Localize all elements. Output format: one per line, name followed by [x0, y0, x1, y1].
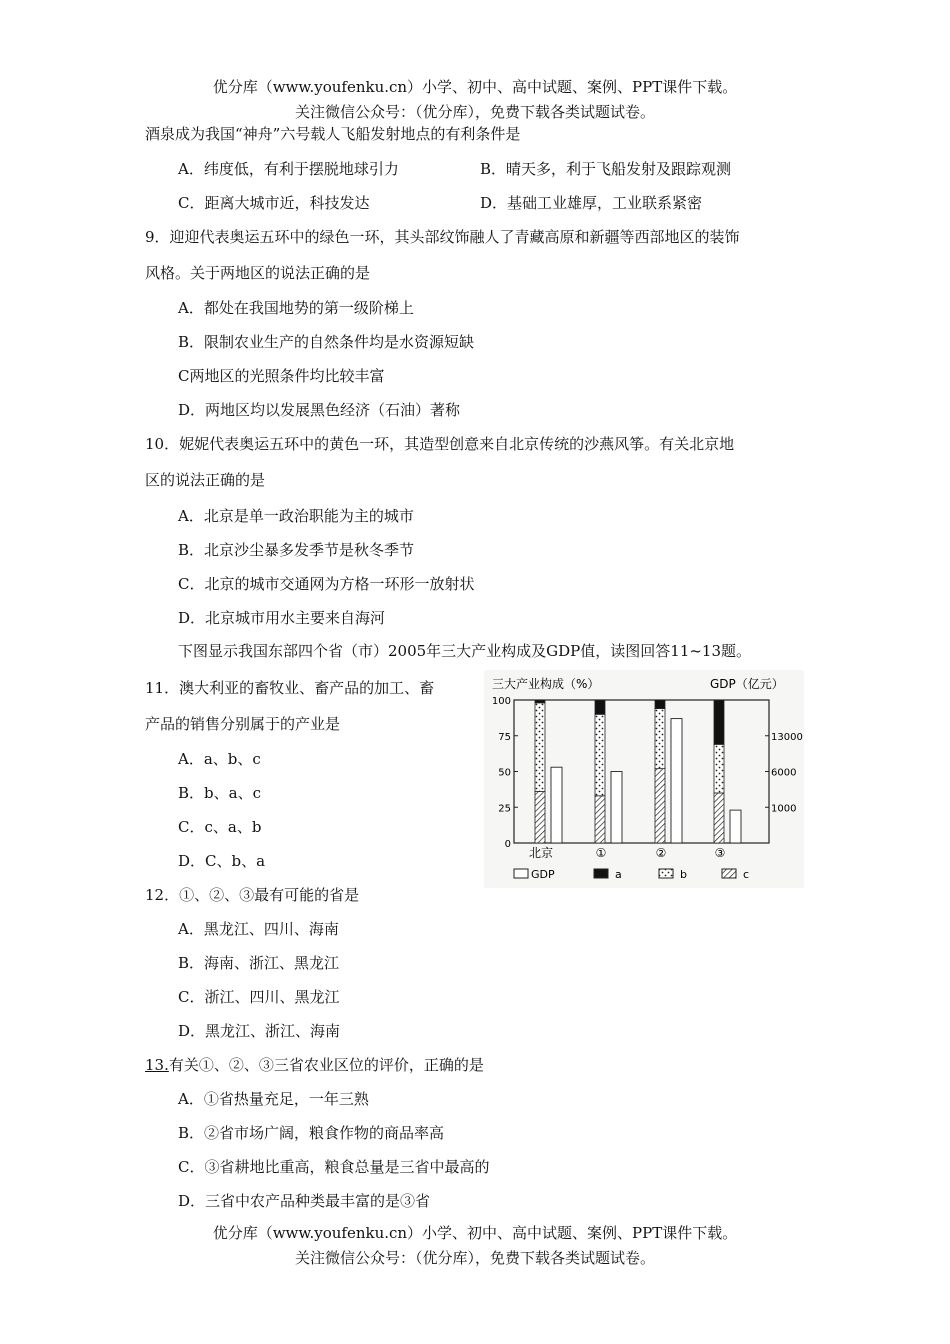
gdp-tick-label: 1000: [771, 803, 797, 815]
q12-stem: 12．①、②、③最有可能的省是: [145, 886, 360, 904]
category-label-1: ①: [595, 846, 607, 860]
q8-option-d: D．基础工业雄厚，工业联系紧密: [480, 194, 703, 212]
chart-title-left: 三大产业构成（%）: [492, 677, 600, 691]
bar-gdp-2: [671, 719, 682, 843]
bar-a-1: [595, 700, 605, 714]
q8-option-c: C．距离大城市近，科技发达: [178, 194, 370, 212]
industry-gdp-chart: [484, 670, 804, 888]
q10-stem-1: 10．妮妮代表奥运五环中的黄色一环，其造型创意来自北京传统的沙燕风筝。有关北京地: [145, 435, 735, 453]
bar-c-2: [655, 769, 665, 843]
legend-swatch-a: [594, 869, 608, 878]
chart-title-right: GDP（亿元）: [710, 677, 784, 691]
legend-label-gdp: GDP: [531, 868, 555, 881]
header-line-2: 关注微信公众号：（优分库），免费下载各类试题试卷。: [294, 103, 655, 121]
q8-option-a: A．纬度低，有利于摆脱地球引力: [178, 160, 399, 178]
header-line-1: 优分库（www.youfenku.cn）小学、初中、高中试题、案例、PPT课件下载。: [212, 78, 738, 96]
legend-swatch-gdp: [514, 869, 528, 878]
category-label-0: 北京: [528, 846, 554, 860]
category-label-2: ②: [655, 846, 667, 860]
chart-intro: 下图显示我国东部四个省（市）2005年三大产业构成及GDP值，读图回答11~13题。: [178, 642, 752, 660]
q13-stem-line: [145, 1054, 484, 1075]
q8-stem: 酒泉成为我国“神舟”六号载人飞船发射地点的有利条件是: [145, 125, 521, 143]
q10-option-c: C．北京的城市交通网为方格一环形一放射状: [178, 575, 475, 593]
q11-option-b: B．b、a、c: [178, 784, 261, 802]
q9-option-d: D．两地区均以发展黑色经济（石油）著称: [178, 401, 461, 419]
q11-option-a: A．a、b、c: [178, 750, 261, 768]
bar-b-0: [535, 703, 545, 792]
bar-b-3: [714, 744, 724, 793]
bar-gdp-0: [551, 767, 562, 843]
legend-swatch-c: [722, 869, 736, 878]
q13-number: 13.: [145, 1056, 169, 1074]
gdp-tick-label: 13000: [771, 731, 803, 743]
y-tick-label: 50: [498, 767, 511, 779]
q9-option-c: C两地区的光照条件均比较丰富: [178, 367, 385, 385]
q13-option-d: D．三省中农产品种类最丰富的是③省: [178, 1192, 431, 1210]
q9-option-a: A．都处在我国地势的第一级阶梯上: [178, 299, 414, 317]
bar-a-3: [714, 700, 724, 744]
y-tick-label: 25: [498, 803, 511, 815]
legend-label-a: a: [615, 868, 622, 881]
q10-stem-2: 区的说法正确的是: [145, 471, 266, 489]
q10-option-d: D．北京城市用水主要来自海河: [178, 609, 386, 627]
q11-stem-2: 产品的销售分别属于的产业是: [145, 715, 341, 733]
y-tick-label: 0: [504, 839, 511, 850]
category-label-3: ③: [714, 846, 726, 860]
y-tick-label: 75: [498, 731, 511, 743]
q11-option-c: C．c、a、b: [178, 818, 262, 836]
bar-c-3: [714, 793, 724, 843]
footer-line-1: 优分库（www.youfenku.cn）小学、初中、高中试题、案例、PPT课件下载。: [212, 1224, 738, 1242]
bar-b-2: [655, 709, 665, 769]
legend-swatch-b: [659, 869, 673, 878]
q13-option-b: B．②省市场广阔，粮食作物的商品率高: [178, 1124, 445, 1142]
q11-stem-1: 11．澳大利亚的畜牧业、畜产品的加工、畜: [145, 679, 435, 697]
legend-label-b: b: [680, 868, 687, 881]
q10-option-b: B．北京沙尘暴多发季节是秋冬季节: [178, 541, 415, 559]
q10-option-a: A．北京是单一政治职能为主的城市: [178, 507, 414, 525]
q8-option-b: B．晴天多，利于飞船发射及跟踪观测: [480, 160, 732, 178]
bar-gdp-1: [611, 772, 622, 844]
q12-option-b: B．海南、浙江、黑龙江: [178, 954, 340, 972]
y-tick-label: 100: [491, 696, 511, 707]
legend-label-c: c: [743, 868, 750, 881]
bar-gdp-3: [730, 810, 741, 843]
q13-stem: 有关①、②、③三省农业区位的评价，正确的是: [168, 1056, 484, 1074]
bar-b-1: [595, 714, 605, 796]
q13-option-c: C．③省耕地比重高，粮食总量是三省中最高的: [178, 1158, 490, 1176]
q9-stem-1: 9．迎迎代表奥运五环中的绿色一环，其头部纹饰融人了青藏高原和新疆等西部地区的装饰: [145, 228, 740, 246]
q9-option-b: B．限制农业生产的自然条件均是水资源短缺: [178, 333, 475, 351]
q9-stem-2: 风格。关于两地区的说法正确的是: [145, 264, 371, 282]
bar-c-0: [535, 792, 545, 843]
q11-option-d: D．C、b、a: [178, 852, 266, 870]
bar-c-1: [595, 796, 605, 843]
q13-option-a: A．①省热量充足，一年三熟: [178, 1090, 369, 1108]
footer-line-2: 关注微信公众号：（优分库），免费下载各类试题试卷。: [294, 1249, 655, 1267]
bar-a-0: [535, 700, 545, 703]
q12-option-c: C．浙江、四川、黑龙江: [178, 988, 340, 1006]
q12-option-d: D．黑龙江、浙江、海南: [178, 1022, 341, 1040]
q12-option-a: A．黑龙江、四川、海南: [178, 920, 339, 938]
bar-a-2: [655, 700, 665, 709]
gdp-tick-label: 6000: [771, 767, 797, 779]
